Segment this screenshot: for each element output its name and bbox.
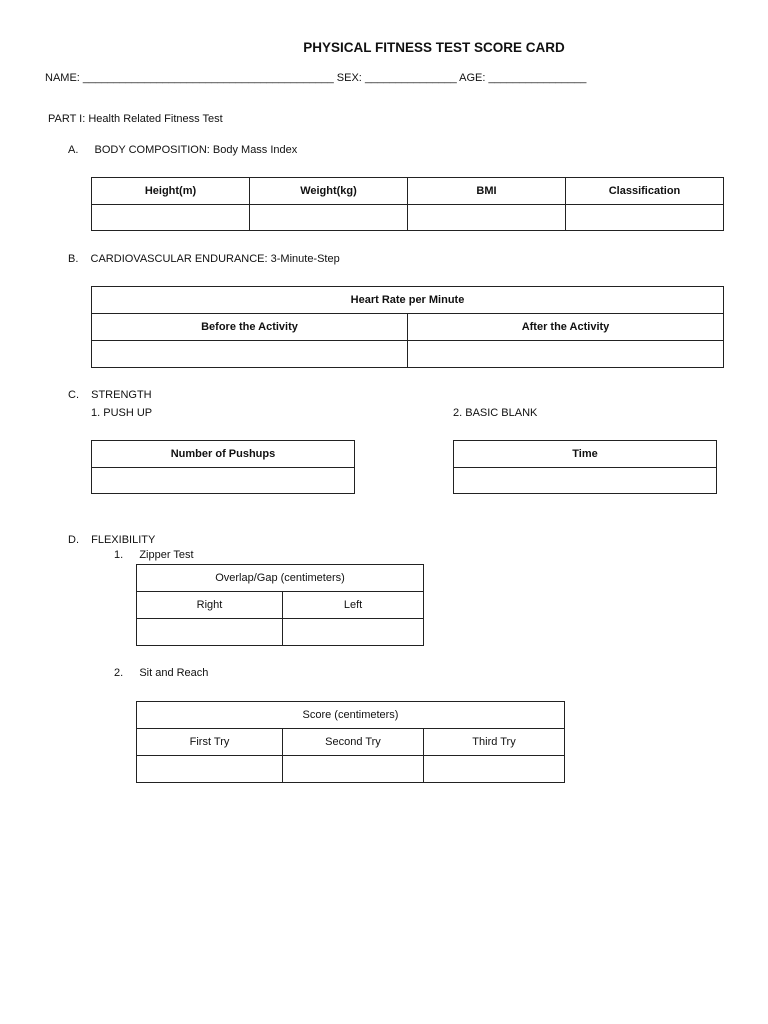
part1-heading: PART I: Health Related Fitness Test <box>48 113 223 125</box>
table-header-row <box>137 702 565 729</box>
before-activity-cell[interactable] <box>92 341 408 368</box>
zipper-test-label <box>114 549 194 561</box>
table-header-row <box>137 565 424 592</box>
column-header-third-try: Third Try <box>424 729 565 756</box>
pushups-cell[interactable] <box>92 468 355 494</box>
pushups-table <box>91 440 355 494</box>
table-row <box>137 756 565 783</box>
table-header-row <box>92 178 724 205</box>
time-table <box>453 440 717 494</box>
sit-and-reach-title: Sit and Reach <box>139 667 209 679</box>
table-header-row <box>92 314 724 341</box>
time-cell[interactable] <box>454 468 717 494</box>
page-title: PHYSICAL FITNESS TEST SCORE CARD <box>303 40 565 55</box>
section-a-title: BODY COMPOSITION: Body Mass Index <box>94 144 298 156</box>
section-b-title: CARDIOVASCULAR ENDURANCE: 3-Minute-Step <box>90 253 340 265</box>
column-header-first-try: First Try <box>137 729 283 756</box>
zipper-test-table <box>136 564 424 646</box>
column-header-time: Time <box>454 441 717 468</box>
name-blank[interactable]: _________________________________________ <box>82 72 334 84</box>
section-d-letter: D. <box>68 534 79 546</box>
table-header-row <box>92 287 724 314</box>
left-cell[interactable] <box>283 619 424 646</box>
column-header-before: Before the Activity <box>92 314 408 341</box>
sit-reach-group-header: Score (centimeters) <box>137 702 565 729</box>
weight-cell[interactable] <box>250 205 408 231</box>
section-c-letter: C. <box>68 389 79 401</box>
zipper-test-title: Zipper Test <box>139 549 194 561</box>
age-label: AGE: <box>459 72 486 84</box>
column-header-after: After the Activity <box>408 314 724 341</box>
basic-blank-label: 2. BASIC BLANK <box>453 407 538 419</box>
section-d-title: FLEXIBILITY <box>91 534 156 546</box>
sex-blank[interactable]: _______________ <box>364 72 457 84</box>
section-c-heading <box>68 389 152 401</box>
height-cell[interactable] <box>92 205 250 231</box>
classification-cell[interactable] <box>566 205 724 231</box>
table-header-row <box>137 729 565 756</box>
heart-rate-table <box>91 286 724 368</box>
sit-and-reach-num: 2. <box>114 667 124 679</box>
zipper-test-num: 1. <box>114 549 124 561</box>
first-try-cell[interactable] <box>137 756 283 783</box>
table-header-row <box>92 441 355 468</box>
age-blank[interactable]: ________________ <box>488 72 587 84</box>
section-a-heading <box>68 144 297 156</box>
third-try-cell[interactable] <box>424 756 565 783</box>
table-row <box>92 468 355 494</box>
column-header-bmi: BMI <box>408 178 566 205</box>
second-try-cell[interactable] <box>283 756 424 783</box>
column-header-height: Height(m) <box>92 178 250 205</box>
header-fields <box>45 72 586 84</box>
sex-label: SEX: <box>336 72 362 84</box>
table-row <box>92 341 724 368</box>
table-header-row <box>454 441 717 468</box>
after-activity-cell[interactable] <box>408 341 724 368</box>
push-up-label: 1. PUSH UP <box>91 407 153 419</box>
section-b-letter: B. <box>68 253 79 265</box>
section-d-heading <box>68 534 155 546</box>
column-header-pushups: Number of Pushups <box>92 441 355 468</box>
column-header-right: Right <box>137 592 283 619</box>
section-b-heading <box>68 253 340 265</box>
bmi-cell[interactable] <box>408 205 566 231</box>
section-c-title: STRENGTH <box>91 389 152 401</box>
column-header-left: Left <box>283 592 424 619</box>
section-a-letter: A. <box>68 144 79 156</box>
name-label: NAME: <box>45 72 80 84</box>
table-row <box>92 205 724 231</box>
table-row <box>454 468 717 494</box>
column-header-classification: Classification <box>566 178 724 205</box>
column-header-second-try: Second Try <box>283 729 424 756</box>
zipper-group-header: Overlap/Gap (centimeters) <box>137 565 424 592</box>
table-row <box>137 619 424 646</box>
sit-and-reach-table <box>136 701 565 783</box>
bmi-table <box>91 177 724 231</box>
heart-rate-group-header: Heart Rate per Minute <box>92 287 724 314</box>
right-cell[interactable] <box>137 619 283 646</box>
column-header-weight: Weight(kg) <box>250 178 408 205</box>
table-header-row <box>137 592 424 619</box>
sit-and-reach-label <box>114 667 208 679</box>
